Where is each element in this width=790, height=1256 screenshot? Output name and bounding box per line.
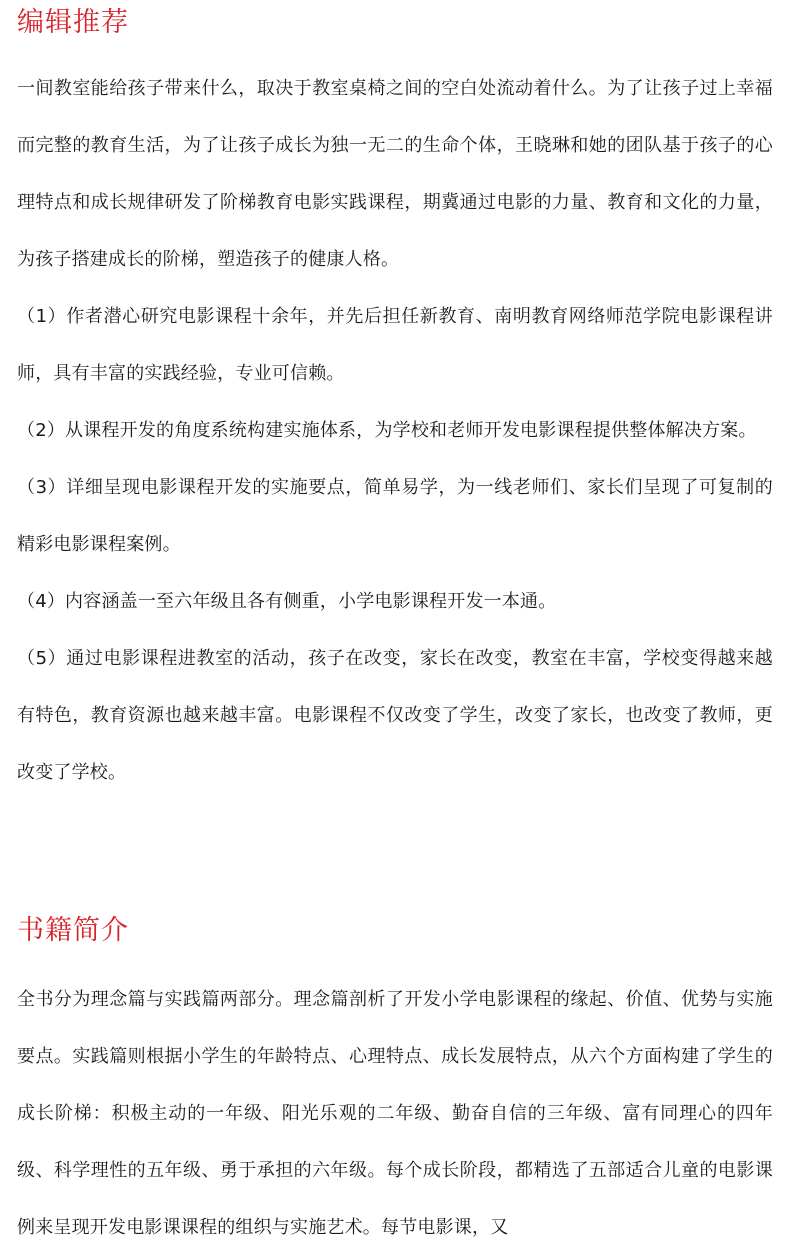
paragraph: （2）从课程开发的角度系统构建实施体系，为学校和老师开发电影课程提供整体解决方案。 [17,420,757,441]
editor-recommendation-section [17,6,773,801]
paragraph: 一间教室能给孩子带来什么，取决于教室桌椅之间的空白处流动着什么。为了让孩子过上幸福而完整的教育生活，为了让孩子成长为独一无二的生命个体，王晓琳和她的团队基于孩子的心理特点和成长规律研发了阶梯教育电影实践课程，期冀通过电影的力量、教育和文化的力量，为孩子搭建成长的阶梯，塑造孩子的健康人格。 [17,78,773,270]
section-title-book-introduction: 书籍简介 [17,915,129,946]
paragraph: （4）内容涵盖一至六年级且各有侧重，小学电影课程开发一本通。 [17,591,557,612]
section-title-editor-recommendation: 编辑推荐 [17,7,129,38]
book-introduction-section [17,914,773,1256]
paragraph: 全书分为理念篇与实践篇两部分。理念篇剖析了开发小学电影课程的缘起、价值、优势与实施要点。实践篇则根据小学生的年龄特点、心理特点、成长发展特点，从六个方面构建了学生的成长阶梯：积极主动的一年级、阳光乐观的二年级、勤奋自信的三年级、富有同理心的四年级、科学理性的五年级、勇于承担的六年级。每个成长阶段，都精选了五部适合儿童的电影课例来呈现开发电影课课程的组织与实施艺术。每节电影课，又 [17,989,773,1238]
paragraph: （5）通过电影课程进教室的活动，孩子在改变，家长在改变，教室在丰富，学校变得越来越有特色，教育资源也越来越丰富。电影课程不仅改变了学生，改变了家长，也改变了教师，更改变了学校。 [17,648,773,783]
paragraph: （3）详细呈现电影课程开发的实施要点，简单易学，为一线老师们、家长们呈现了可复制的精彩电影课程案例。 [17,477,773,555]
paragraph: （1）作者潜心研究电影课程十余年，并先后担任新教育、南明教育网络师范学院电影课程讲师，具有丰富的实践经验，专业可信赖。 [17,306,773,384]
